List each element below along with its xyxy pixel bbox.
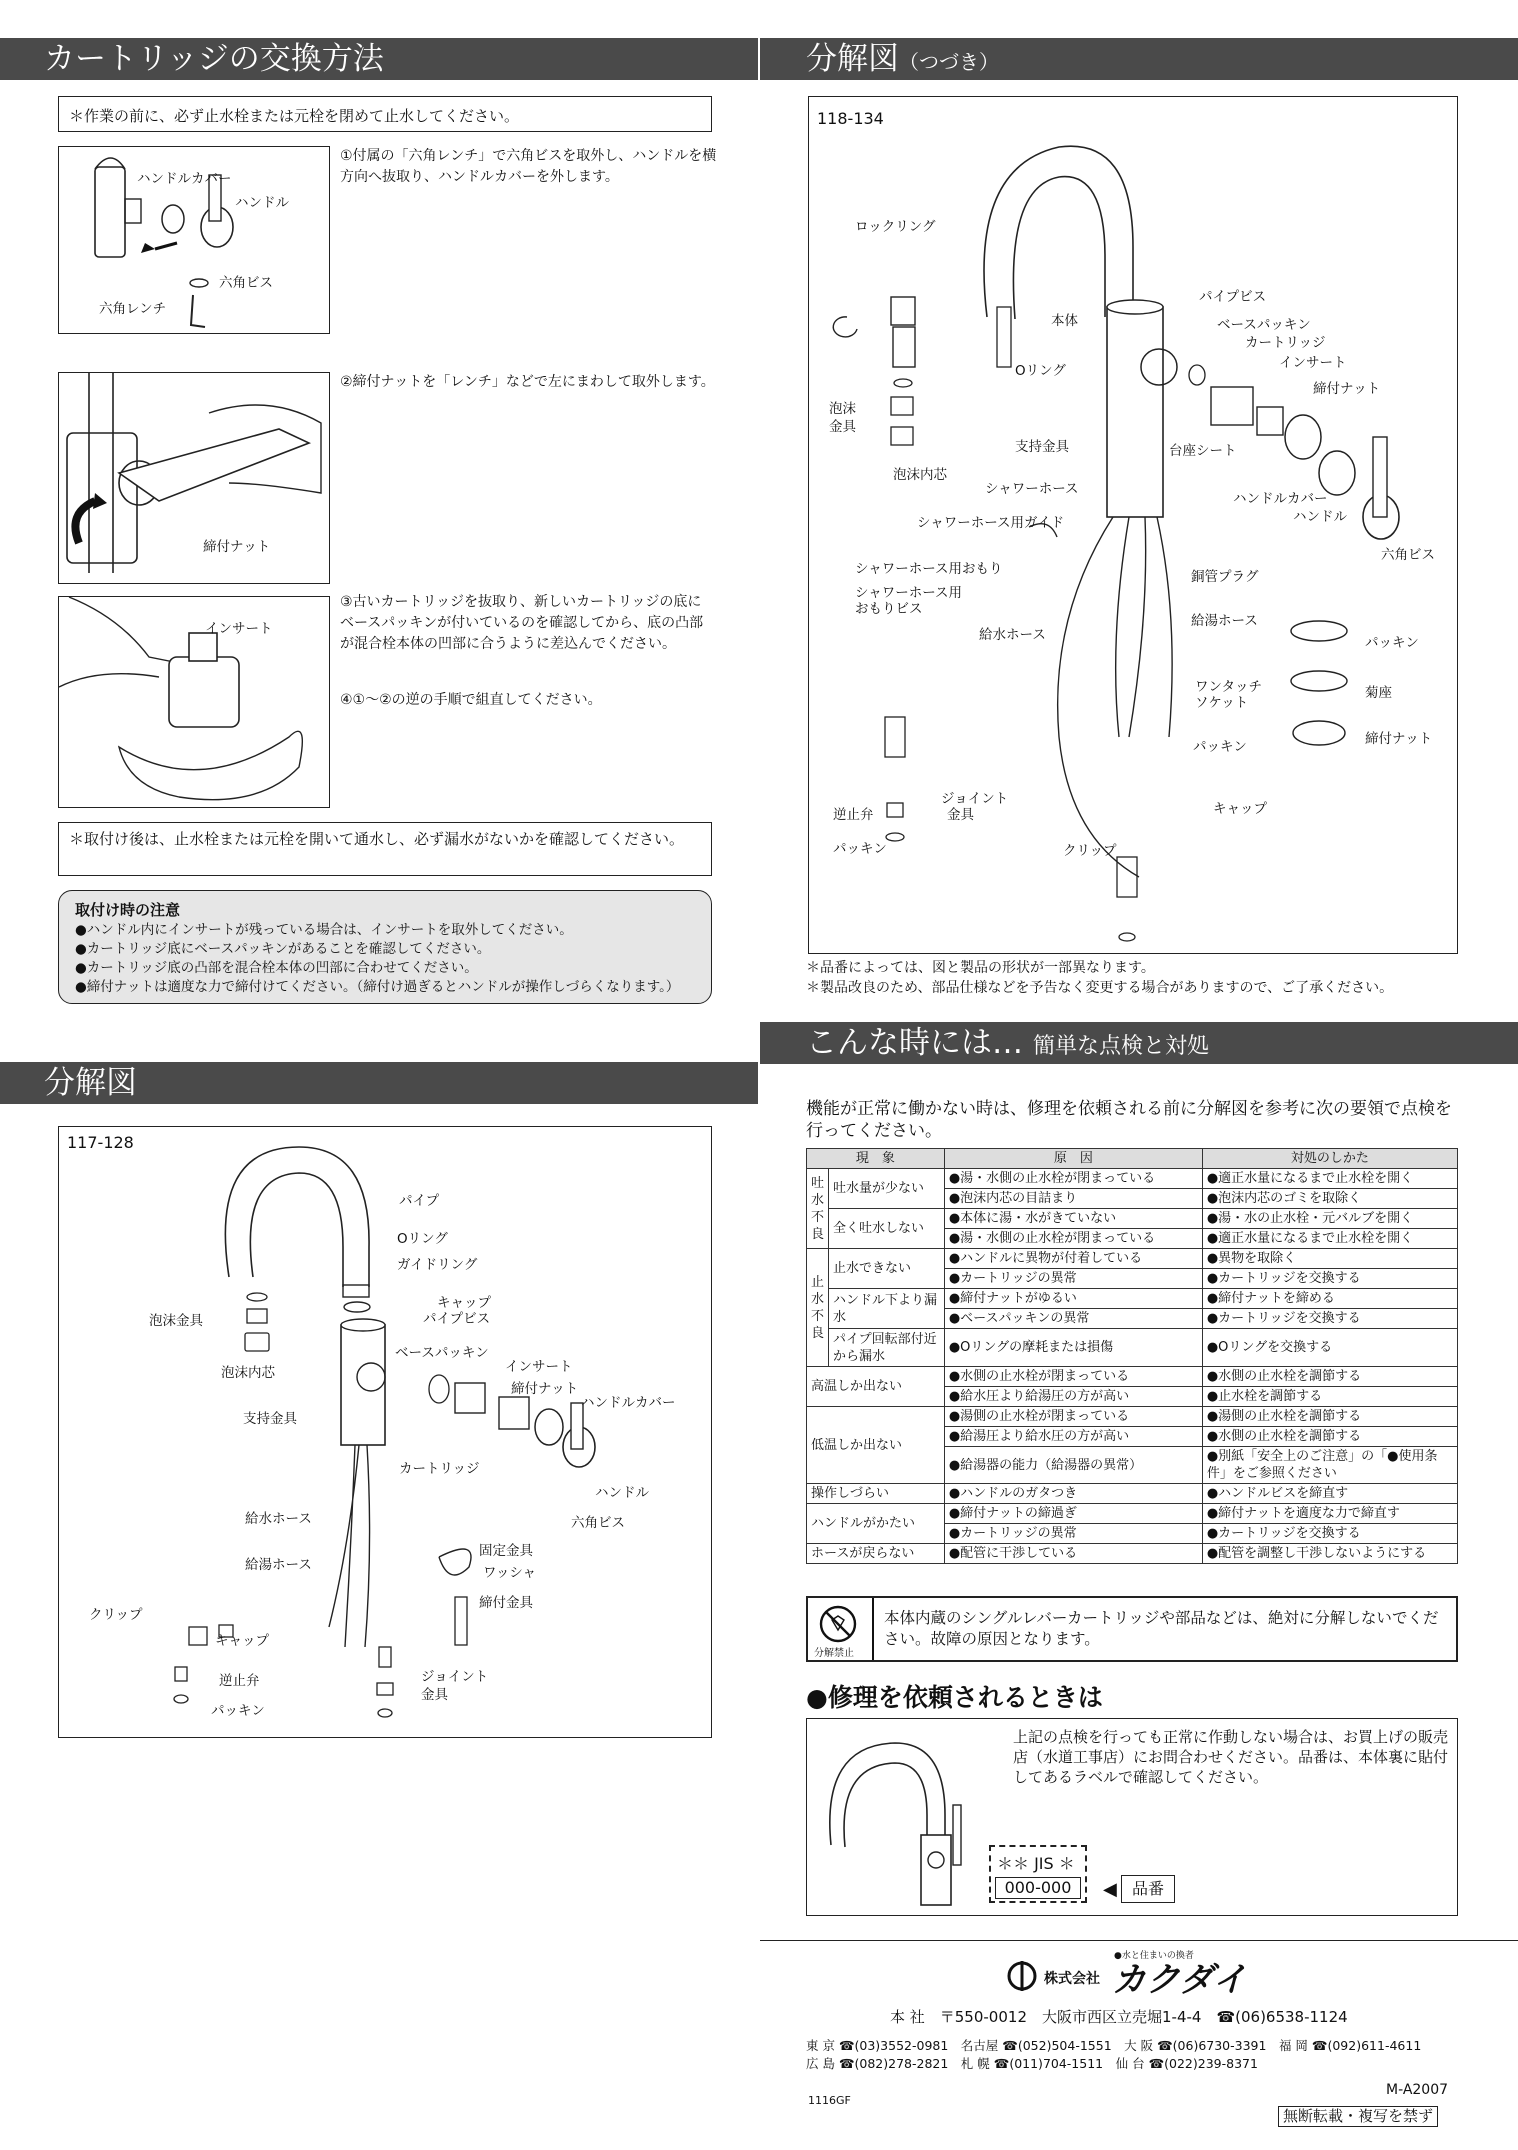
copyright-notice: 無断転載・複写を禁ず <box>1278 2106 1438 2127</box>
lbl117-aerator-core: 泡沫内芯 <box>221 1365 275 1381</box>
lbl117-cap: キャップ <box>215 1633 269 1649</box>
exploded-117-box <box>58 1126 712 1738</box>
symptom-cell: 全く吐水しない <box>829 1209 945 1249</box>
group-cell: 吐水不良 <box>807 1169 829 1249</box>
fix-cell: ●適正水量になるまで止水栓を開く <box>1202 1169 1457 1189</box>
cause-cell: ●湯側の止水栓が閉まっている <box>944 1407 1202 1427</box>
label-insert: インサート <box>205 621 273 637</box>
exploded-118-title: 分解図（つづき） <box>760 38 1518 80</box>
caution-list <box>75 921 679 997</box>
cause-cell: ●泡沫内芯の目詰まり <box>944 1189 1202 1209</box>
step4-text: ④①～②の逆の手順で組直してください。 <box>340 692 602 708</box>
company-tagline: ●水と住まいの換者 <box>1114 1951 1194 1961</box>
th-cause: 原 因 <box>944 1149 1202 1169</box>
lbl118-aerator2: 金具 <box>829 419 856 435</box>
lbl118-base-sheet: 台座シート <box>1169 443 1237 459</box>
lbl117-guide-ring: ガイドリング <box>397 1257 478 1273</box>
company-name: カクダイ <box>1112 1960 1247 2000</box>
note-line: ＊品番によっては、図と製品の形状が一部異なります。 <box>806 960 1155 976</box>
step2-text: ②締付ナットを「レンチ」などで左にまわして取外します。 <box>340 374 715 390</box>
lbl118-hex-screw: 六角ビス <box>1381 547 1435 563</box>
symptom-cell: 低温しか出ない <box>807 1407 945 1484</box>
fix-cell: ●水側の止水栓を調節する <box>1202 1427 1457 1447</box>
post-note: ＊取付け後は、止水栓または元栓を開いて通水し、必ず漏水がないかを確認してください。 <box>69 830 685 848</box>
lbl118-support: 支持金具 <box>1015 439 1069 455</box>
symptom-cell: 操作しづらい <box>807 1484 945 1504</box>
exploded-118-suffix: （つづき） <box>899 50 999 74</box>
fix-cell: ●別紙「安全上のご注意」の「●使用条件」をご参照ください <box>1202 1447 1457 1484</box>
lbl117-support: 支持金具 <box>243 1411 297 1427</box>
fix-cell: ●異物を取除く <box>1202 1249 1457 1269</box>
cause-cell: ●カートリッジの異常 <box>944 1524 1202 1544</box>
lbl118-handle: ハンドル <box>1293 509 1347 525</box>
lbl117-packing: パッキン <box>211 1703 265 1719</box>
cause-cell: ●締付ナットがゆるい <box>944 1289 1202 1309</box>
symptom-cell: パイプ回転部付近から漏水 <box>829 1329 945 1367</box>
lbl117-cartridge: カートリッジ <box>399 1461 480 1477</box>
repair-text: 上記の点検を行っても正常に作動しない場合は、お買上げの販売店（水道工事店）にお問合わせください。品番は、本体裏に貼付してあるラベルで確認してください。 <box>1013 1728 1449 1786</box>
fix-cell: ●Oリングを交換する <box>1202 1329 1457 1367</box>
lbl118-check-valve: 逆止弁 <box>833 807 874 823</box>
footer-rule <box>760 1940 1518 1941</box>
company-prefix: 株式会社 <box>1044 1971 1100 1987</box>
lbl117-joint2: 金具 <box>421 1687 448 1703</box>
note-line: ＊製品改良のため、部品仕様などを予告なく変更する場合がありますので、ご了承ください。 <box>806 980 1394 996</box>
lbl118-joint: ジョイント <box>941 791 1009 807</box>
step1-figure <box>58 146 330 334</box>
doc-number: M-A2007 <box>1386 2082 1449 2098</box>
lbl117-nut: 締付ナット <box>511 1381 579 1397</box>
lbl117-cap-top: キャップ <box>437 1295 491 1311</box>
lbl118-nut2: 締付ナット <box>1365 731 1433 747</box>
lbl117-fixing: 固定金具 <box>479 1543 533 1559</box>
repair-title: ●修理を依頼されるときは <box>806 1683 1103 1712</box>
cause-cell: ●締付ナットの締過ぎ <box>944 1504 1202 1524</box>
repair-box <box>806 1718 1458 1916</box>
lbl118-weight-screw1: シャワーホース用 <box>855 585 963 601</box>
troubleshoot-intro: 機能が正常に働かない時は、修理を依頼される前に分解図を参考に次の要領で点検を行ってください。 <box>806 1099 1452 1141</box>
fix-cell: ●締付ナットを締める <box>1202 1289 1457 1309</box>
fix-cell: ●カートリッジを交換する <box>1202 1269 1457 1289</box>
model-117: 117-128 <box>67 1133 134 1152</box>
lbl118-handle-cover: ハンドルカバー <box>1233 491 1328 507</box>
th-fix: 対処のしかた <box>1202 1149 1457 1169</box>
label-top: ＊＊ JIS ＊ <box>997 1854 1075 1873</box>
lbl118-base-packing: ベースパッキン <box>1217 317 1311 333</box>
exploded-118-notes <box>806 958 1393 998</box>
fix-cell: ●止水栓を調節する <box>1202 1387 1457 1407</box>
fix-cell: ●適正水量になるまで止水栓を開く <box>1202 1229 1457 1249</box>
symptom-cell: ハンドルがかたい <box>807 1504 945 1544</box>
branches-line1: 東 京 ☎(03)3552-0981 名古屋 ☎(052)504-1551 大 阪 ☎(06)6730-3391 福 岡 ☎(092)611-4611 <box>806 2038 1422 2053</box>
lbl117-base-packing: ベースパッキン <box>395 1345 489 1361</box>
warning-text: 本体内蔵のシングルレバーカートリッジや部品などは、絶対に分解しないでください。故障の原因となります。 <box>884 1609 1439 1648</box>
cause-cell: ●ハンドルのガタつき <box>944 1484 1202 1504</box>
step3-text: ③古いカートリッジを抜取り、新しいカートリッジの底にベースパッキンが付いているのを確認してから、底の凸部が混合栓本体の凹部に合うように差込んでください。 <box>340 594 704 652</box>
print-code: 1116GF <box>808 2094 851 2107</box>
cause-cell: ●カートリッジの異常 <box>944 1269 1202 1289</box>
troubleshoot-title: こんな時には… 簡単な点検と対処 <box>760 1022 1518 1064</box>
symptom-cell: ホースが戻らない <box>807 1544 945 1564</box>
troubleshoot-table <box>806 1148 1458 1564</box>
cause-cell: ●水側の止水栓が閉まっている <box>944 1367 1202 1387</box>
pre-note-box <box>58 96 712 132</box>
lbl118-cap: キャップ <box>1213 801 1267 817</box>
warning-box <box>806 1596 1458 1662</box>
lbl118-seat: 菊座 <box>1365 685 1392 701</box>
post-note-box <box>58 822 712 876</box>
pre-note: ＊作業の前に、必ず止水栓または元栓を閉めて止水してください。 <box>69 107 520 125</box>
lbl118-packing-l: パッキン <box>833 841 887 857</box>
lbl117-hex-screw: 六角ビス <box>571 1515 625 1531</box>
exploded-117-title: 分解図 <box>0 1062 758 1104</box>
lbl118-hot-hose: 給湯ホース <box>1191 613 1258 629</box>
product-label <box>989 1845 1087 1903</box>
label-hex-wrench: 六角レンチ <box>99 301 167 317</box>
lbl118-onetouch1: ワンタッチ <box>1195 679 1262 695</box>
lbl117-insert: インサート <box>505 1359 573 1375</box>
lbl117-joint: ジョイント <box>421 1669 489 1685</box>
company-logo-icon <box>1006 1960 1042 1992</box>
fix-cell: ●水側の止水栓を調節する <box>1202 1367 1457 1387</box>
caution-item: ●カートリッジ底の凸部を混合栓本体の凹部に合わせてください。 <box>75 960 478 976</box>
lbl118-plug: 銅管プラグ <box>1191 569 1259 585</box>
lbl117-cold-hose: 給水ホース <box>245 1511 312 1527</box>
step1-text: ①付属の「六角レンチ」で六角ビスを取外し、ハンドルを横方向へ抜取り、ハンドルカバーを外します。 <box>340 148 717 185</box>
lbl118-weight-screw2: おもりビス <box>855 601 923 617</box>
group-cell: 止水不良 <box>807 1249 829 1367</box>
caution-title: 取付け時の注意 <box>75 901 181 919</box>
lbl118-cartridge: カートリッジ <box>1245 335 1326 351</box>
lbl118-aerator-core: 泡沫内芯 <box>893 467 947 483</box>
lbl118-guide: シャワーホース用ガイド <box>917 515 1065 531</box>
lbl118-aerator: 泡沫 <box>829 401 856 417</box>
lbl118-shower-hose: シャワーホース <box>985 481 1079 497</box>
fix-cell: ●湯・水の止水栓・元バルブを開く <box>1202 1209 1457 1229</box>
lbl118-insert: インサート <box>1279 355 1347 371</box>
exploded-117-drawing <box>59 1127 713 1739</box>
cartridge-section-title: カートリッジの交換方法 <box>0 38 758 80</box>
lbl117-o-ring: Oリング <box>397 1231 448 1247</box>
lbl117-aerator: 泡沫金具 <box>149 1313 203 1329</box>
part-number-box: 品番 <box>1121 1875 1175 1903</box>
lbl117-handle-cover: ハンドルカバー <box>581 1395 676 1411</box>
branches-line2: 広 島 ☎(082)278-2821 札 幌 ☎(011)704-1511 仙 台 ☎(022)239-8371 <box>806 2056 1258 2071</box>
cause-cell: ●給湯器の能力（給湯器の異常） <box>944 1447 1202 1484</box>
symptom-cell: 吐水量が少ない <box>829 1169 945 1209</box>
cause-cell: ●本体に湯・水がきていない <box>944 1209 1202 1229</box>
lbl118-joint2: 金具 <box>947 807 974 823</box>
cause-cell: ●給湯圧より給水圧の方が高い <box>944 1427 1202 1447</box>
fix-cell: ●配管を調整し干渉しないようにする <box>1202 1544 1457 1564</box>
step3-drawing <box>59 597 331 809</box>
step2-drawing <box>59 373 331 585</box>
lbl117-tightening: 締付金具 <box>479 1595 533 1611</box>
fix-cell: ●カートリッジを交換する <box>1202 1524 1457 1544</box>
caution-item: ●カートリッジ底にベースパッキンがあることを確認してください。 <box>75 941 491 957</box>
fix-cell: ●泡沫内芯のゴミを取除く <box>1202 1189 1457 1209</box>
lbl117-clip: クリップ <box>89 1607 143 1623</box>
lbl117-pipe-screw: パイプビス <box>423 1311 491 1327</box>
lbl118-body: 本体 <box>1051 313 1078 329</box>
symptom-cell: 止水できない <box>829 1249 945 1289</box>
lbl118-nut: 締付ナット <box>1313 381 1381 397</box>
fix-cell: ●締付ナットを適度な力で締直す <box>1202 1504 1457 1524</box>
lbl117-handle: ハンドル <box>595 1485 649 1501</box>
arrow-left-icon: ◀ <box>1103 1879 1117 1900</box>
caution-box <box>58 890 712 1004</box>
troubleshoot-subtitle: 簡単な点検と対処 <box>1033 1034 1210 1059</box>
lbl117-hot-hose: 給湯ホース <box>245 1557 312 1573</box>
warning-divider <box>872 1598 874 1660</box>
caution-item: ●締付ナットは適度な力で締付けてください。（締付け過ぎるとハンドルが操作しづらくなります。） <box>75 979 680 995</box>
lbl118-clip: クリップ <box>1063 843 1117 859</box>
fix-cell: ●湯側の止水栓を調節する <box>1202 1407 1457 1427</box>
label-code: 000-000 <box>995 1877 1081 1899</box>
label-handle-cover: ハンドルカバー <box>137 171 232 187</box>
cause-cell: ●配管に干渉している <box>944 1544 1202 1564</box>
cause-cell: ●湯・水側の止水栓が閉まっている <box>944 1229 1202 1249</box>
lbl118-cold-hose: 給水ホース <box>979 627 1046 643</box>
cause-cell: ●給水圧より給湯圧の方が高い <box>944 1387 1202 1407</box>
label-nut: 締付ナット <box>203 539 271 555</box>
cause-cell: ●Oリングの摩耗または損傷 <box>944 1329 1202 1367</box>
fix-cell: ●カートリッジを交換する <box>1202 1309 1457 1329</box>
th-symptom: 現 象 <box>807 1149 945 1169</box>
lbl118-pipe-screw: パイプビス <box>1199 289 1267 305</box>
step2-figure <box>58 372 330 584</box>
lbl117-washer: ワッシャ <box>483 1565 537 1581</box>
symptom-cell: 高温しか出ない <box>807 1367 945 1407</box>
fix-cell: ●ハンドルビスを締直す <box>1202 1484 1457 1504</box>
no-disassembly-icon <box>814 1602 862 1650</box>
warning-icon-label: 分解禁止 <box>814 1648 854 1659</box>
lbl118-lock-ring: ロックリング <box>855 219 936 235</box>
label-hex-screw: 六角ビス <box>219 275 273 291</box>
model-118: 118-134 <box>817 109 884 128</box>
lbl117-pipe: パイプ <box>399 1193 440 1209</box>
faucet-illustration <box>815 1725 1015 1915</box>
label-handle: ハンドル <box>235 195 289 211</box>
caution-item: ●ハンドル内にインサートが残っている場合は、インサートを取外してください。 <box>75 922 573 938</box>
lbl117-check-valve: 逆止弁 <box>219 1673 260 1689</box>
lbl118-o-ring: Oリング <box>1015 363 1066 379</box>
company-hq: 本 社 〒550-0012 大阪市西区立売堀1-4-4 ☎(06)6538-1124 <box>890 2008 1348 2026</box>
cause-cell: ●湯・水側の止水栓が閉まっている <box>944 1169 1202 1189</box>
lbl118-onetouch2: ソケット <box>1195 695 1249 711</box>
exploded-118-box <box>808 96 1458 954</box>
cause-cell: ●ハンドルに異物が付着している <box>944 1249 1202 1269</box>
lbl118-weight: シャワーホース用おもり <box>855 561 1003 577</box>
lbl118-packing-r: パッキン <box>1365 635 1419 651</box>
step3-figure <box>58 596 330 808</box>
lbl118-packing-m: パッキン <box>1193 739 1247 755</box>
cause-cell: ●ベースパッキンの異常 <box>944 1309 1202 1329</box>
symptom-cell: ハンドル下より漏水 <box>829 1289 945 1329</box>
